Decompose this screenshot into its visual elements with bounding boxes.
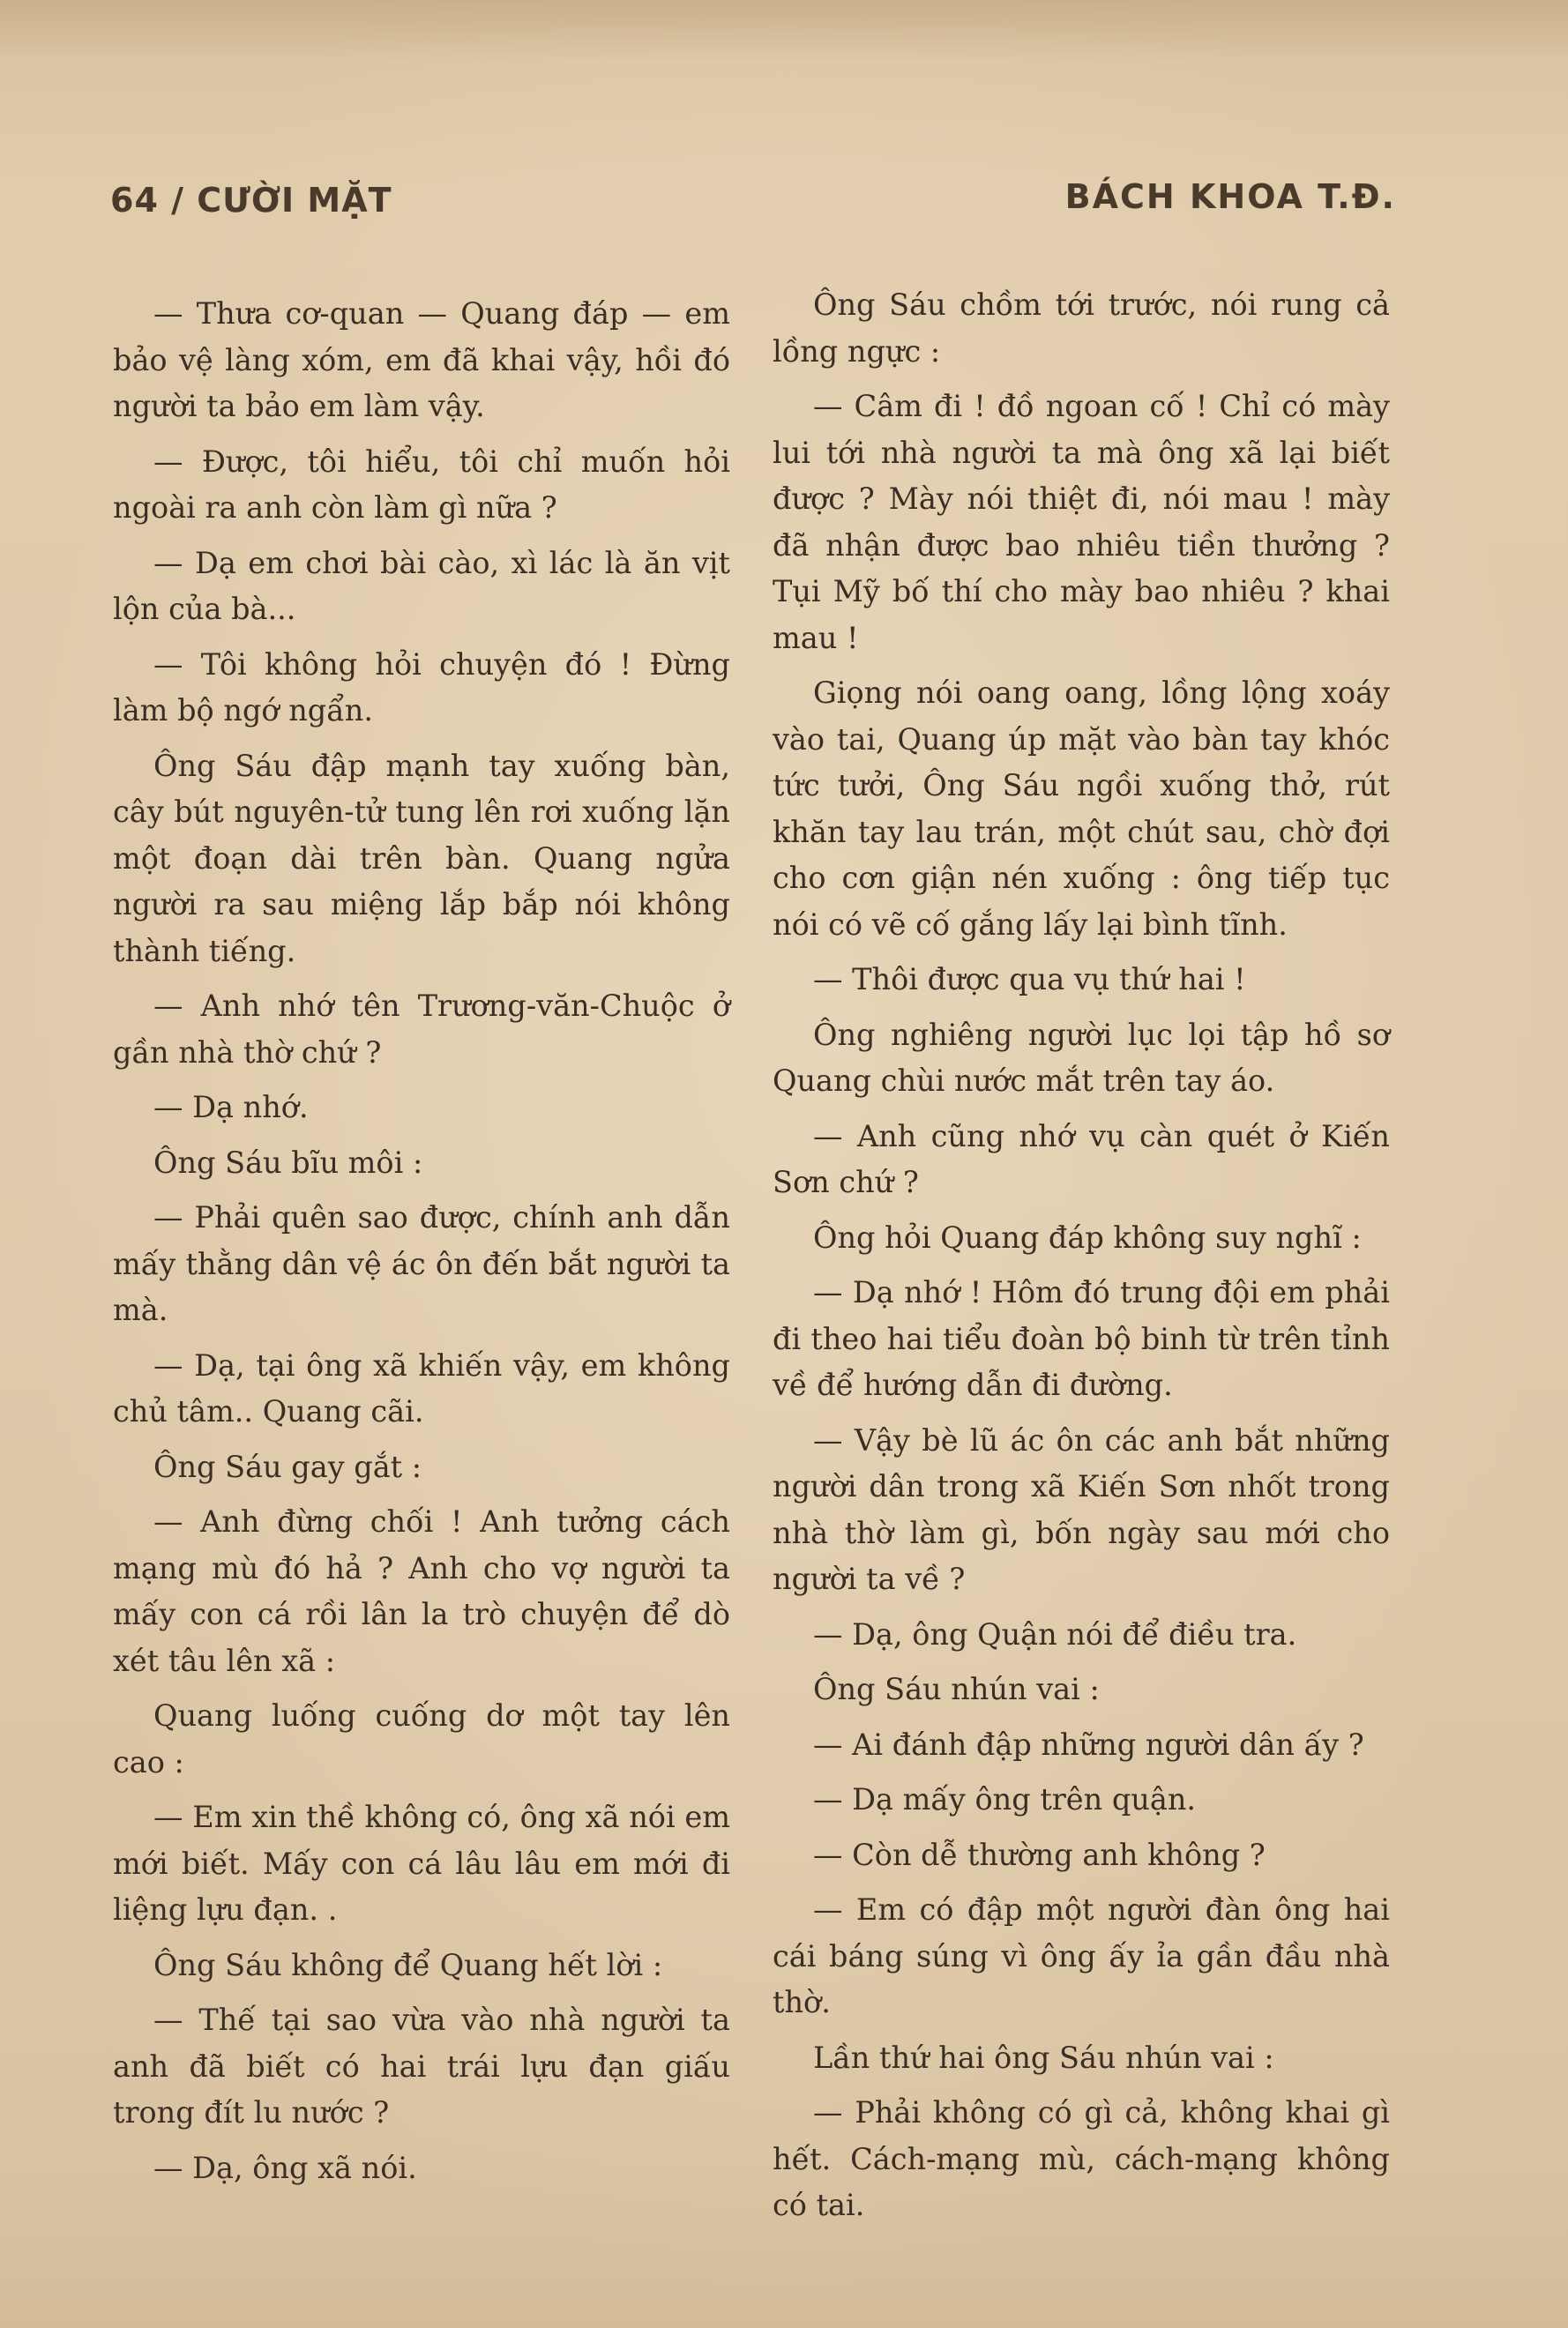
paragraph: — Dạ nhớ ! Hôm đó trung đội em phải đi theo hai tiểu đoàn bộ binh từ trên tỉnh về để hướng dẫn đi đường. bbox=[773, 1275, 1390, 1402]
page-number-and-title: 64 / CƯỜI MẶT bbox=[110, 181, 392, 220]
paragraph: — Dạ em chơi bài cào, xì lác là ăn vịt lộn của bà... bbox=[113, 545, 730, 626]
page-header bbox=[110, 177, 1396, 234]
paragraph: Ông Sáu chồm tới trước, nói rung cả lồng ngực : bbox=[773, 287, 1390, 369]
paragraph: — Dạ, tại ông xã khiến vậy, em không chủ tâm.. Quang cãi. bbox=[113, 1347, 730, 1429]
left-column bbox=[113, 291, 730, 2200]
paragraph: — Phải không có gì cả, không khai gì hết. Cách-mạng mù, cách-mạng không có tai. bbox=[773, 2095, 1390, 2222]
paragraph: — Vậy bè lũ ác ôn các anh bắt những người dân trong xã Kiến Sơn nhốt trong nhà thờ làm gì, bốn ngày sau mới cho người ta về ? bbox=[773, 1422, 1390, 1596]
paragraph: — Em có đập một người đàn ông hai cái báng súng vì ông ấy ỉa gần đầu nhà thờ. bbox=[773, 1892, 1390, 2019]
page-edge-shadow bbox=[0, 0, 1568, 62]
paragraph: — Dạ nhớ. bbox=[153, 1090, 309, 1124]
paragraph: Giọng nói oang oang, lồng lộng xoáy vào tai, Quang úp mặt vào bàn tay khóc tức tưởi, Ông Sáu ngồi xuống thở, rút khăn tay lau trán, một chút sau, chờ đợi cho cơn giận nén xuống : ông tiếp tục nói có vẽ cố gắng lấy lại bình tĩnh. bbox=[773, 675, 1390, 942]
paragraph: — Anh đừng chối ! Anh tưởng cách mạng mù đó hả ? Anh cho vợ người ta mấy con cá rồi lân la trò chuyện để dò xét tâu lên xã : bbox=[113, 1504, 730, 1678]
paragraph: — Dạ, ông xã nói. bbox=[153, 2150, 417, 2185]
paragraph: — Dạ mấy ông trên quận. bbox=[813, 1782, 1197, 1817]
paragraph: Ông hỏi Quang đáp không suy nghĩ : bbox=[813, 1220, 1362, 1255]
paragraph: — Em xin thề không có, ông xã nói em mới biết. Mấy con cá lâu lâu em mới đi liệng lựu đạn. . bbox=[113, 1800, 730, 1927]
paragraph: Quang luống cuống dơ một tay lên cao : bbox=[113, 1698, 730, 1780]
paragraph: — Tôi không hỏi chuyện đó ! Đừng làm bộ ngớ ngẩn. bbox=[113, 646, 730, 728]
paragraph: — Dạ, ông Quận nói để điều tra. bbox=[813, 1616, 1297, 1652]
paragraph: — Thôi được qua vụ thứ hai ! bbox=[813, 962, 1246, 996]
paragraph: — Ai đánh đập những người dân ấy ? bbox=[813, 1727, 1364, 1762]
paragraph: Ông Sáu không để Quang hết lời : bbox=[153, 1947, 663, 1982]
paragraph: — Còn dễ thường anh không ? bbox=[813, 1837, 1266, 1872]
paragraph: Ông Sáu gay gắt : bbox=[153, 1449, 422, 1484]
paragraph: Ông nghiêng người lục lọi tập hồ sơ Quang chùi nước mắt trên tay áo. bbox=[773, 1017, 1390, 1098]
paragraph: — Anh nhớ tên Trương-văn-Chuộc ở gần nhà thờ chứ ? bbox=[113, 989, 730, 1070]
paragraph: — Anh cũng nhớ vụ càn quét ở Kiến Sơn chứ ? bbox=[773, 1118, 1390, 1199]
paragraph: Ông Sáu bĩu môi : bbox=[153, 1145, 423, 1180]
paragraph: — Được, tôi hiểu, tôi chỉ muốn hỏi ngoài ra anh còn làm gì nữa ? bbox=[113, 444, 730, 525]
paragraph: Lần thứ hai ông Sáu nhún vai : bbox=[813, 2040, 1274, 2075]
paragraph: — Thưa cơ-quan — Quang đáp — em bảo vệ làng xóm, em đã khai vậy, hồi đó người ta bảo em làm vậy. bbox=[113, 296, 730, 423]
magazine-title: BÁCH KHOA T.Đ. bbox=[1064, 177, 1396, 216]
paragraph: — Phải quên sao được, chính anh dẫn mấy thằng dân vệ ác ôn đến bắt người ta mà. bbox=[113, 1200, 730, 1327]
paragraph: — Thế tại sao vừa vào nhà người ta anh đã biết có hai trái lựu đạn giấu trong đít lu nước ? bbox=[113, 2003, 730, 2130]
paragraph: Ông Sáu nhún vai : bbox=[813, 1672, 1100, 1706]
right-column bbox=[773, 282, 1390, 2238]
paragraph: — Câm đi ! đồ ngoan cố ! Chỉ có mày lui tới nhà người ta mà ông xã lại biết được ? Mày nói thiệt đi, nói mau ! mày đã nhận được bao nhiêu tiền thưởng ? Tụi Mỹ bố thí cho mày bao nhiêu ? khai mau ! bbox=[773, 389, 1390, 655]
paragraph: Ông Sáu đập mạnh tay xuống bàn, cây bút nguyên-tử tung lên rơi xuống lặn một đoạn dài trên bàn. Quang ngửa người ra sau miệng lắp bắp nói không thành tiếng. bbox=[113, 748, 730, 968]
